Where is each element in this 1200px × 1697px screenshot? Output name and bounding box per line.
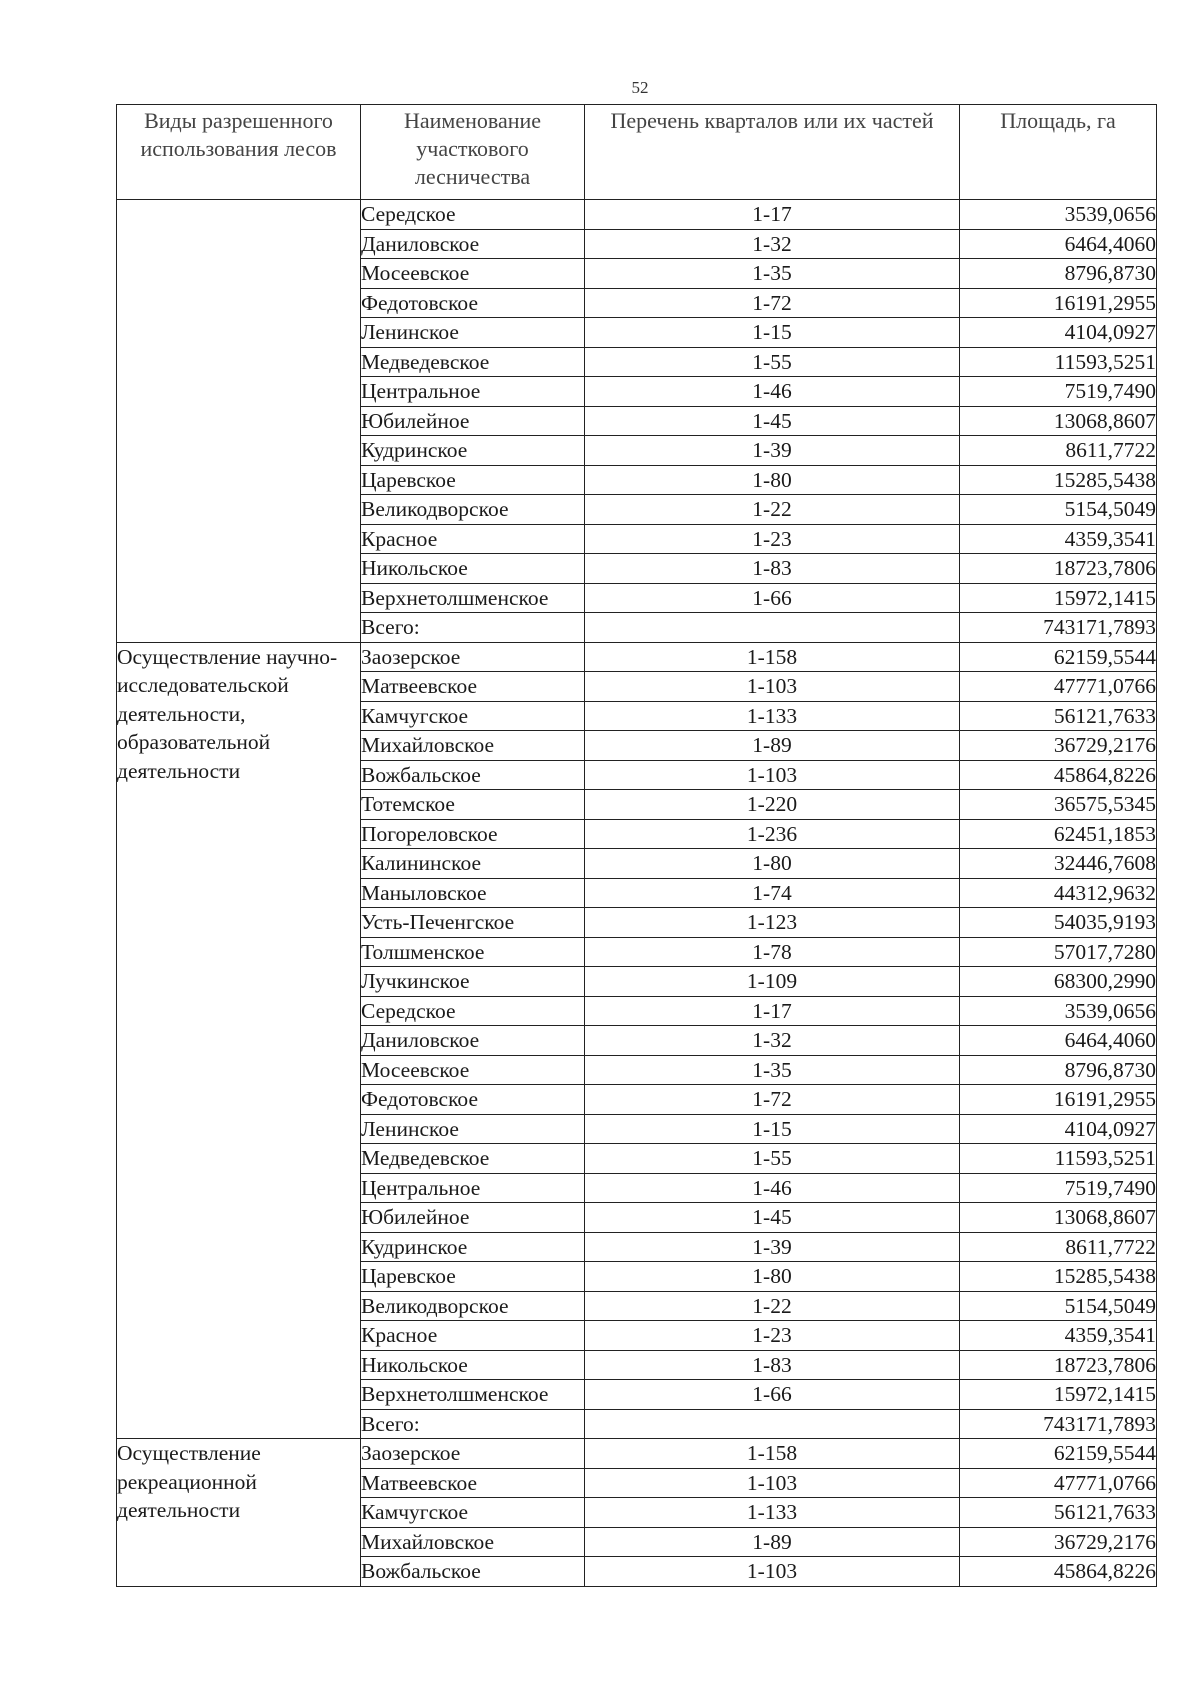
quarters-cell: 1-89 [585,731,960,761]
area-cell: 13068,8607 [960,406,1157,436]
quarters-cell: 1-15 [585,1114,960,1144]
forestry-name-cell: Заозерское [361,1439,585,1469]
area-cell: 57017,7280 [960,937,1157,967]
area-cell: 11593,5251 [960,347,1157,377]
area-cell: 7519,7490 [960,377,1157,407]
forestry-name-cell: Михайловское [361,1527,585,1557]
table-row [117,1439,1157,1469]
forestry-name-cell: Никольское [361,1350,585,1380]
quarters-cell: 1-83 [585,554,960,584]
area-cell: 4359,3541 [960,1321,1157,1351]
quarters-cell: 1-89 [585,1527,960,1557]
forestry-name-cell: Даниловское [361,229,585,259]
area-cell: 13068,8607 [960,1203,1157,1233]
quarters-cell: 1-35 [585,259,960,289]
area-cell: 47771,0766 [960,672,1157,702]
forestry-name-cell: Медведевское [361,347,585,377]
area-cell: 62159,5544 [960,1439,1157,1469]
quarters-cell: 1-45 [585,1203,960,1233]
forestry-name-cell: Юбилейное [361,406,585,436]
table-row [117,200,1157,230]
forestry-name-cell: Камчугское [361,701,585,731]
area-cell: 62159,5544 [960,642,1157,672]
forestry-name-cell: Матвеевское [361,1468,585,1498]
area-cell: 44312,9632 [960,878,1157,908]
quarters-cell: 1-22 [585,495,960,525]
header-forestry: Наименование участкового лесничества [361,105,585,200]
area-cell: 15285,5438 [960,1262,1157,1292]
area-cell: 47771,0766 [960,1468,1157,1498]
quarters-cell: 1-23 [585,1321,960,1351]
page-number: 52 [631,78,649,97]
forest-use-table [116,104,1157,1587]
forestry-name-cell: Заозерское [361,642,585,672]
forestry-name-cell: Середское [361,996,585,1026]
quarters-cell: 1-220 [585,790,960,820]
forestry-name-cell: Кудринское [361,436,585,466]
area-cell: 3539,0656 [960,200,1157,230]
area-cell: 32446,7608 [960,849,1157,879]
forestry-name-cell: Погореловское [361,819,585,849]
area-cell: 4104,0927 [960,318,1157,348]
quarters-cell: 1-103 [585,672,960,702]
area-cell: 16191,2955 [960,288,1157,318]
table-row [117,642,1157,672]
quarters-cell: 1-80 [585,849,960,879]
quarters-cell: 1-55 [585,347,960,377]
quarters-cell [585,613,960,643]
forestry-name-cell: Федотовское [361,1085,585,1115]
area-cell: 18723,7806 [960,554,1157,584]
quarters-cell: 1-66 [585,583,960,613]
quarters-cell: 1-236 [585,819,960,849]
area-cell: 15285,5438 [960,465,1157,495]
quarters-cell: 1-32 [585,229,960,259]
area-cell: 7519,7490 [960,1173,1157,1203]
area-cell: 54035,9193 [960,908,1157,938]
area-cell: 62451,1853 [960,819,1157,849]
area-cell: 36575,5345 [960,790,1157,820]
area-cell: 8796,8730 [960,1055,1157,1085]
quarters-cell: 1-158 [585,642,960,672]
area-cell: 5154,5049 [960,1291,1157,1321]
quarters-cell: 1-123 [585,908,960,938]
quarters-cell: 1-103 [585,1557,960,1587]
forestry-name-cell: Верхнетолшменское [361,583,585,613]
area-cell: 5154,5049 [960,495,1157,525]
forestry-name-cell: Никольское [361,554,585,584]
forestry-name-cell: Матвеевское [361,672,585,702]
area-cell: 16191,2955 [960,1085,1157,1115]
quarters-cell: 1-103 [585,760,960,790]
forestry-name-cell: Мосеевское [361,1055,585,1085]
area-cell: 15972,1415 [960,583,1157,613]
header-kind: Виды разрешенного использования лесов [117,105,361,200]
area-cell: 743171,7893 [960,613,1157,643]
quarters-cell: 1-158 [585,1439,960,1469]
area-cell: 3539,0656 [960,996,1157,1026]
forestry-name-cell: Кудринское [361,1232,585,1262]
quarters-cell: 1-80 [585,1262,960,1292]
quarters-cell: 1-55 [585,1144,960,1174]
quarters-cell: 1-133 [585,1498,960,1528]
area-cell: 11593,5251 [960,1144,1157,1174]
area-cell: 36729,2176 [960,1527,1157,1557]
forestry-name-cell: Вожбальское [361,1557,585,1587]
quarters-cell: 1-83 [585,1350,960,1380]
area-cell: 743171,7893 [960,1409,1157,1439]
area-cell: 45864,8226 [960,1557,1157,1587]
forestry-name-cell: Тотемское [361,790,585,820]
forestry-name-cell: Медведевское [361,1144,585,1174]
forestry-name-cell: Толшменское [361,937,585,967]
area-cell: 36729,2176 [960,731,1157,761]
area-cell: 8611,7722 [960,436,1157,466]
forestry-name-cell: Вожбальское [361,760,585,790]
use-kind-cell: Осуществление научно-исследовательской деятельности, образовательной деятельности [117,642,361,1439]
area-cell: 6464,4060 [960,229,1157,259]
quarters-cell: 1-46 [585,1173,960,1203]
quarters-cell: 1-23 [585,524,960,554]
forestry-name-cell: Юбилейное [361,1203,585,1233]
forestry-name-cell: Царевское [361,1262,585,1292]
forestry-name-cell: Середское [361,200,585,230]
quarters-cell: 1-72 [585,1085,960,1115]
quarters-cell: 1-80 [585,465,960,495]
area-cell: 4359,3541 [960,524,1157,554]
forestry-name-cell: Лучкинское [361,967,585,997]
forestry-name-cell: Царевское [361,465,585,495]
forestry-name-cell: Ленинское [361,1114,585,1144]
area-cell: 8611,7722 [960,1232,1157,1262]
quarters-cell: 1-46 [585,377,960,407]
quarters-cell: 1-74 [585,878,960,908]
quarters-cell: 1-45 [585,406,960,436]
area-cell: 56121,7633 [960,1498,1157,1528]
forestry-name-cell: Великодворское [361,495,585,525]
quarters-cell: 1-39 [585,1232,960,1262]
quarters-cell: 1-15 [585,318,960,348]
quarters-cell: 1-22 [585,1291,960,1321]
forestry-name-cell: Всего: [361,613,585,643]
forestry-name-cell: Всего: [361,1409,585,1439]
area-cell: 56121,7633 [960,701,1157,731]
forestry-name-cell: Федотовское [361,288,585,318]
forestry-name-cell: Маныловское [361,878,585,908]
header-quarters: Перечень кварталов или их частей [585,105,960,200]
table-body [117,200,1157,1587]
quarters-cell: 1-17 [585,200,960,230]
area-cell: 6464,4060 [960,1026,1157,1056]
quarters-cell: 1-72 [585,288,960,318]
quarters-cell: 1-32 [585,1026,960,1056]
forestry-name-cell: Мосеевское [361,259,585,289]
quarters-cell: 1-17 [585,996,960,1026]
forestry-name-cell: Красное [361,1321,585,1351]
forestry-name-cell: Верхнетолшменское [361,1380,585,1410]
quarters-cell: 1-66 [585,1380,960,1410]
use-kind-cell: Осуществление рекреационной деятельности [117,1439,361,1587]
forestry-name-cell: Центральное [361,1173,585,1203]
quarters-cell: 1-109 [585,967,960,997]
area-cell: 8796,8730 [960,259,1157,289]
use-kind-cell [117,200,361,643]
forestry-name-cell: Камчугское [361,1498,585,1528]
area-cell: 68300,2990 [960,967,1157,997]
quarters-cell: 1-78 [585,937,960,967]
quarters-cell: 1-39 [585,436,960,466]
quarters-cell [585,1409,960,1439]
forestry-name-cell: Красное [361,524,585,554]
quarters-cell: 1-133 [585,701,960,731]
quarters-cell: 1-35 [585,1055,960,1085]
header-area: Площадь, га [960,105,1157,200]
forestry-name-cell: Даниловское [361,1026,585,1056]
area-cell: 4104,0927 [960,1114,1157,1144]
forestry-name-cell: Михайловское [361,731,585,761]
area-cell: 18723,7806 [960,1350,1157,1380]
quarters-cell: 1-103 [585,1468,960,1498]
forestry-name-cell: Ленинское [361,318,585,348]
area-cell: 15972,1415 [960,1380,1157,1410]
forestry-name-cell: Усть-Печенгское [361,908,585,938]
forestry-name-cell: Великодворское [361,1291,585,1321]
table-header-row [117,105,1157,200]
forestry-name-cell: Калининское [361,849,585,879]
area-cell: 45864,8226 [960,760,1157,790]
forestry-name-cell: Центральное [361,377,585,407]
